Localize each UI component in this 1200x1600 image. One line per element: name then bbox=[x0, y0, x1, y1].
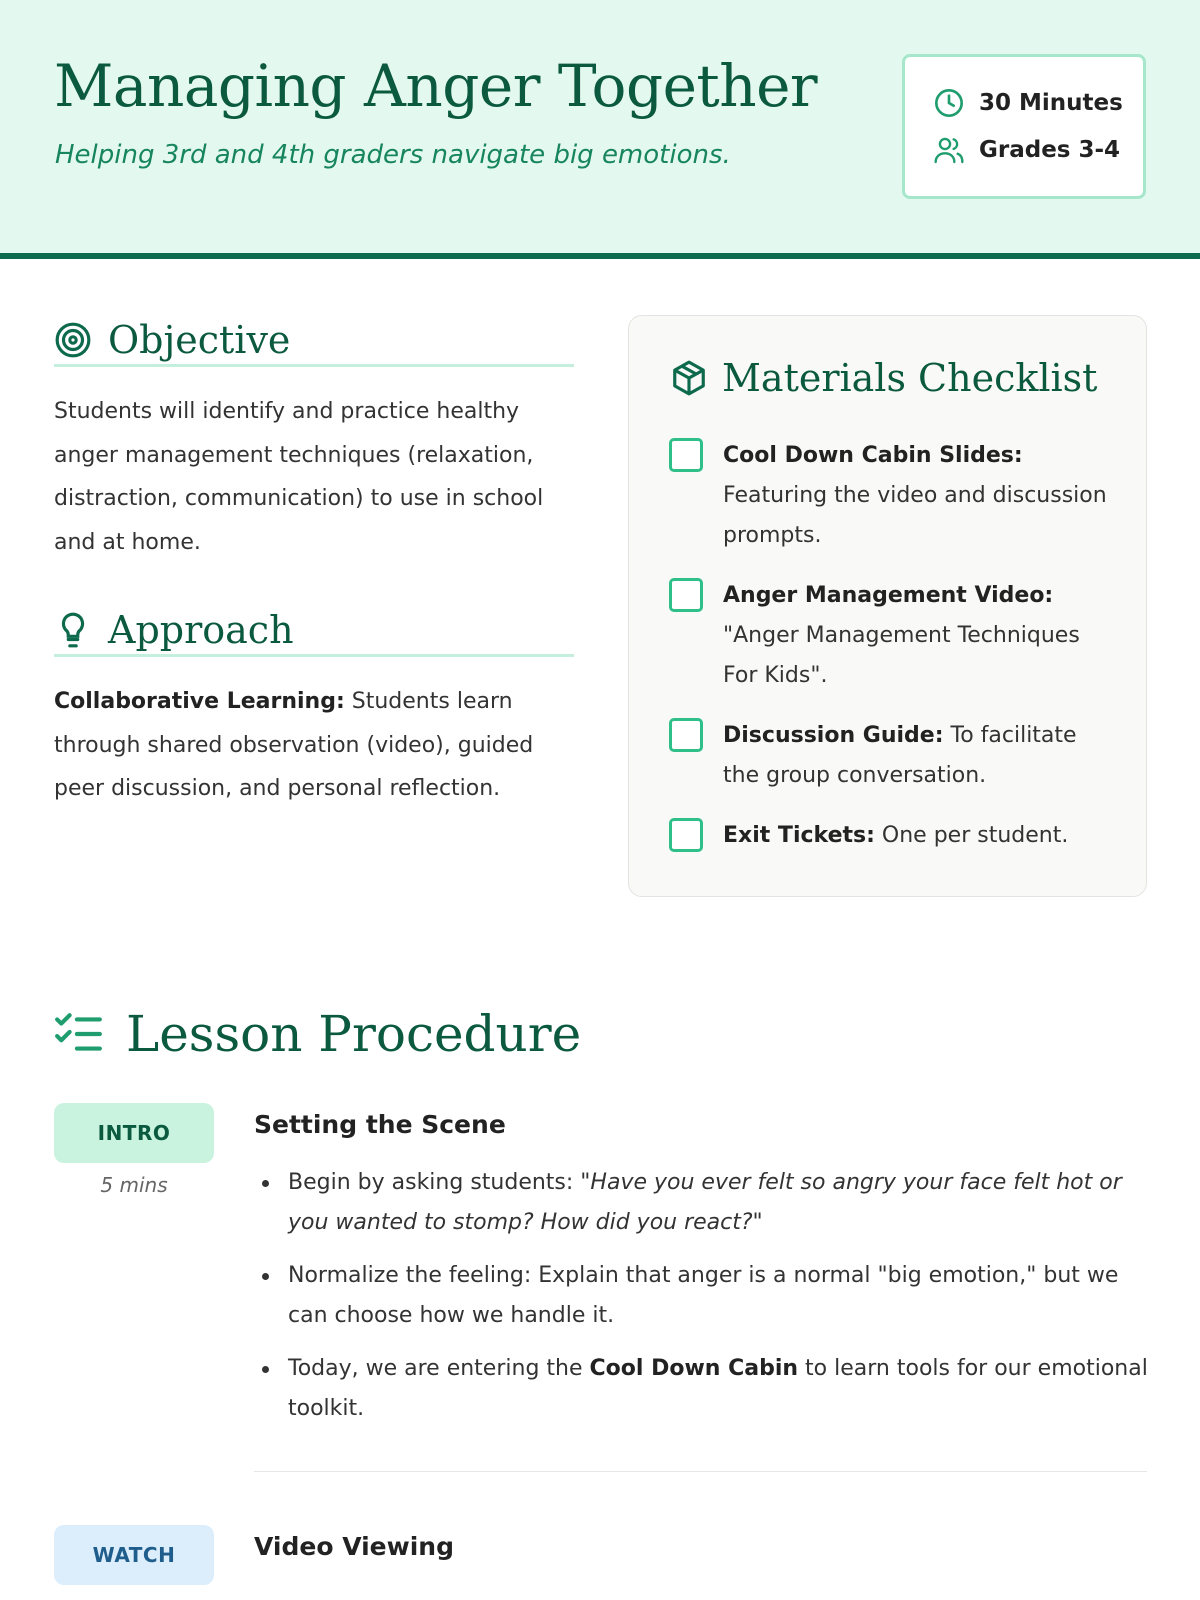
approach-title: Approach bbox=[108, 608, 294, 652]
material-item bbox=[669, 576, 1119, 696]
target-icon bbox=[54, 321, 92, 359]
material-text bbox=[723, 816, 1108, 856]
step-badge-watch: WATCH bbox=[54, 1525, 214, 1585]
step-time: 5 mins bbox=[100, 1173, 168, 1197]
materials-heading bbox=[670, 356, 1097, 400]
approach-body: Students learn through shared observation (video), guided peer discussion, and personal reflection. bbox=[54, 689, 534, 801]
material-desc: "Anger Management Techniques For Kids". bbox=[723, 623, 1080, 688]
bullet-text: Today, we are entering the bbox=[288, 1356, 590, 1381]
material-text bbox=[723, 576, 1108, 696]
objective-heading bbox=[54, 318, 574, 367]
page-subtitle: Helping 3rd and 4th graders navigate big emotions. bbox=[55, 140, 731, 170]
step-divider bbox=[254, 1471, 1147, 1472]
objective-text: Students will identify and practice healthy anger management techniques (relaxation, distraction, communication) to use in school and at home. bbox=[54, 399, 544, 555]
material-label: Cool Down Cabin Slides: bbox=[723, 443, 1023, 468]
procedure-heading bbox=[54, 1005, 581, 1063]
materials-card bbox=[628, 315, 1147, 897]
approach-heading bbox=[54, 608, 574, 657]
material-desc: To facilitate the group conversation. bbox=[723, 723, 1077, 788]
bullet-text: to learn tools for our emotional toolkit. bbox=[288, 1356, 1148, 1421]
material-item bbox=[669, 436, 1119, 556]
grades-label: Grades 3-4 bbox=[979, 137, 1121, 163]
list-checks-icon bbox=[54, 1009, 104, 1059]
material-item bbox=[669, 716, 1119, 796]
material-item bbox=[669, 816, 1119, 856]
list-item bbox=[254, 1349, 1154, 1429]
materials-title: Materials Checklist bbox=[722, 356, 1098, 400]
material-label: Anger Management Video: bbox=[723, 583, 1054, 608]
approach-label: Collaborative Learning: bbox=[54, 689, 345, 714]
clock-icon bbox=[933, 87, 965, 119]
objective-title: Objective bbox=[108, 318, 291, 362]
material-text bbox=[723, 436, 1108, 556]
procedure-title: Lesson Procedure bbox=[126, 1005, 582, 1063]
lesson-meta-card bbox=[902, 54, 1146, 199]
duration-row bbox=[933, 87, 1123, 119]
bullet-quote: "Have you ever felt so angry your face felt hot or you wanted to stomp? How did you react?" bbox=[288, 1170, 1122, 1235]
material-checkbox[interactable] bbox=[669, 438, 703, 472]
bullet-text: Normalize the feeling: Explain that anger is a normal "big emotion," but we can choose how we handle it. bbox=[288, 1263, 1119, 1328]
step-title: Setting the Scene bbox=[254, 1110, 506, 1139]
material-label: Discussion Guide: bbox=[723, 723, 944, 748]
list-item bbox=[254, 1256, 1154, 1336]
step-badge-intro: INTRO bbox=[54, 1103, 214, 1163]
lesson-header bbox=[0, 0, 1200, 259]
lightbulb-icon bbox=[54, 611, 92, 649]
material-text bbox=[723, 716, 1108, 796]
material-checkbox[interactable] bbox=[669, 578, 703, 612]
material-checkbox[interactable] bbox=[669, 718, 703, 752]
list-item bbox=[254, 1163, 1154, 1243]
material-label: Exit Tickets: bbox=[723, 823, 875, 848]
bullet-text: Begin by asking students: bbox=[288, 1170, 581, 1195]
grades-row bbox=[933, 134, 1120, 166]
step-title: Video Viewing bbox=[254, 1532, 454, 1561]
approach-text bbox=[54, 680, 584, 811]
material-checkbox[interactable] bbox=[669, 818, 703, 852]
users-icon bbox=[933, 134, 965, 166]
package-icon bbox=[670, 359, 708, 397]
material-desc: Featuring the video and discussion prompts. bbox=[723, 483, 1107, 548]
page-title: Managing Anger Together bbox=[54, 52, 818, 120]
material-desc: One per student. bbox=[874, 823, 1069, 848]
duration-label: 30 Minutes bbox=[979, 90, 1123, 116]
bullet-bold: Cool Down Cabin bbox=[589, 1356, 799, 1381]
step-bullet-list bbox=[254, 1163, 1154, 1442]
